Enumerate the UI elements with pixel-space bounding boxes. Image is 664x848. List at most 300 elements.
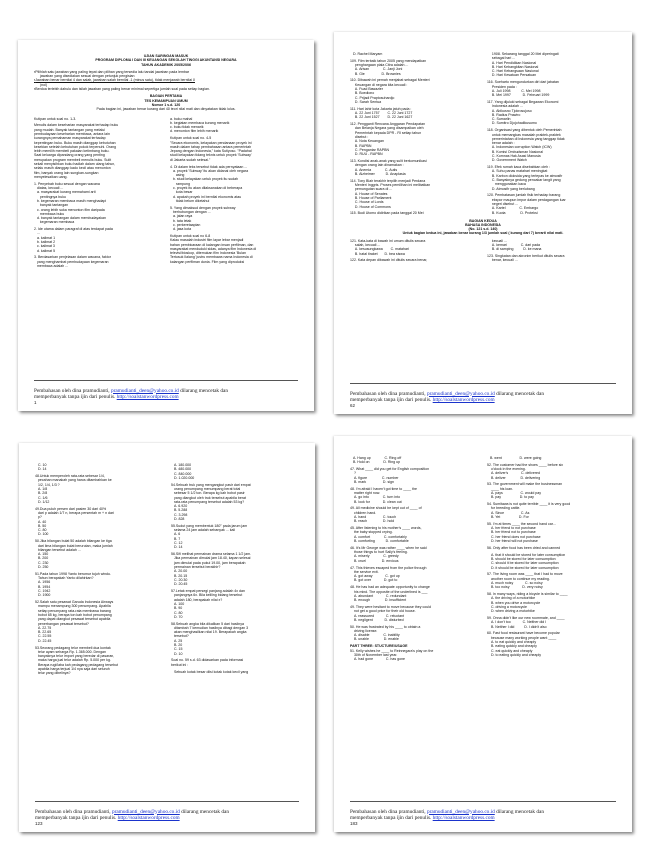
question-line: b. kegemaran membaca masih menghadapi <box>34 198 107 203</box>
question-line: bahan pembicaraan di kalangan insan perfilman, dan <box>170 242 254 247</box>
question-line: D. 14 <box>171 545 183 550</box>
question-line: a. masyarakat kurang memahami arti <box>34 190 96 195</box>
heading-line: PROGRAM DIPLOMA I DAN III KEUANGAN SEKOLAH TINGGI AKUNTANSI NEGARA <box>95 58 237 63</box>
question-line: 51. Kelly wishes he ____ to Reinnegara's play on the <box>350 648 434 653</box>
instruction-line: (nol) <box>40 82 48 87</box>
question-line: p? <box>35 515 42 520</box>
footer-divider <box>350 383 616 384</box>
question-line: disebut : <box>350 135 369 140</box>
question-line: pecahan manakah yang harus ditambahkan ke <box>35 478 112 483</box>
question-line: 60. Fast food restaurant have become popular <box>487 631 560 636</box>
question-line: ditambah 7 kemudian hasilnya dibagi dengan 3 <box>171 625 249 630</box>
question-line: B. 480.000 <box>171 467 192 472</box>
question-line: kota besar <box>170 190 193 195</box>
question-line: a. jalan raya <box>170 214 193 219</box>
question-line: 122. Kata depan dibawah ini ditulis secara benar, <box>350 258 428 263</box>
question-line: B. got over D. got to <box>350 578 398 583</box>
page1-heading <box>34 54 298 67</box>
question-line: B. Karbon dioksida yang terlepas ke atmosfir <box>487 173 563 178</box>
question-line: his mind. The opposite of the underlined is ___ <box>350 589 428 594</box>
question-line: 53.Seorang pedagang telur membeli dua kontak <box>35 645 111 650</box>
page3-left-column <box>35 463 163 676</box>
question-line: A. Abikusno Tjokrosujoso <box>487 108 532 113</box>
question-line: D. 1/12 <box>35 499 50 504</box>
question-line: d. banyak tantangan dalam membudayakan <box>34 216 106 221</box>
question-line: B. 20 <box>171 643 183 648</box>
heading-line: TAHUN AKADEMIK 2005/2006 <box>141 62 191 67</box>
question-line: d. kalimat 5 <box>34 248 56 253</box>
question-line: D. to eating quickly and cheaply <box>487 652 542 657</box>
question-line: D. 100 <box>35 532 49 537</box>
question-line: C. eat quickly and cheaply <box>487 648 533 653</box>
question-line: 49. They were hesitant to move because they could <box>350 604 431 609</box>
question-line: B. went D. were going <box>487 456 542 460</box>
question-line: A. 25 <box>171 638 183 643</box>
question-line: B. 1954 <box>35 584 51 589</box>
footer-email-link[interactable]: pramudianti_deen@yahoo.co.id <box>426 808 495 815</box>
question-line: 121. Kata-kata di bawah ini umum ditulis secara <box>350 238 426 243</box>
question-line: membaca buku <box>34 211 65 216</box>
question-line: A. Nota Keuangan <box>350 139 384 144</box>
question-line: Menteri Inggris. Proses pemilihan ini melibatkan <box>350 183 431 188</box>
question-line: 4. Di dalam teks tersebut tidak ada pernyataan ... <box>170 164 248 169</box>
footer-line-2: memperbanyak tanpa ijin dari penulis. <box>35 814 117 821</box>
question-line: pemerintahan di Indonesia yang tanggap tidak <box>487 136 565 141</box>
question-line: D. when driving a motorbike <box>487 609 535 614</box>
question-line: merupakan program membeli menulis buku. Sulit <box>34 157 112 162</box>
question-line: kegemaran membaca <box>34 220 75 225</box>
question-line: D. RUU - RAPBN <box>350 152 383 157</box>
question-line: 120. Pembatasan jumlah fisik terhadap barang <box>487 193 561 198</box>
question-line: A. Hang up C. Ring off <box>350 456 402 460</box>
question-line: ... <box>34 231 40 236</box>
page2-section-title <box>350 219 616 232</box>
question-line: d. apakah proyek ini bernilai ekonomis atau <box>170 194 242 199</box>
question-line: masih dalam tahap pembahasan antara pemerintah <box>170 144 252 149</box>
question-line: 2. Ide utama dalam paragraf di atas terdapat pada <box>34 227 113 232</box>
question-line: kesekian setelah kebutuhan pokok terpenuhi. Orang <box>34 144 117 149</box>
question-line: sekali menyisihkan buku hadiah dalam ulang tahun, <box>34 162 116 167</box>
question-line: 45. After listening to his mother's ____ words, <box>350 526 422 531</box>
question-line: A. Hari Pendidikan Nasional <box>487 60 537 65</box>
question-line: C. Komnas Hak Asasi Manusia <box>487 154 541 159</box>
footer-site-link[interactable]: http://soalstanwordpress.com <box>117 814 180 821</box>
question-line: negeri disebut ... <box>487 202 519 206</box>
question-line: ? <box>350 471 356 476</box>
question-line: B. pay D. to pay <box>487 495 534 500</box>
question-line: berikut ini : <box>171 662 189 667</box>
question-line: C. Pengantar RAPBN <box>350 147 390 152</box>
question-line: C. 15 <box>171 647 183 652</box>
question-line: A. 22 Juni 1757 C. 22 Juni 1727 <box>350 111 413 116</box>
question-line: 56.Sifi melihat permainan drama selama 1 1/2 jam. <box>171 552 252 557</box>
question-line: tidak belum diketahui <box>170 198 210 203</box>
question-line: A. that it should be stored for later consumption <box>487 552 566 557</box>
question-line: B. 2/8 <box>35 491 48 496</box>
question-line: D. 10 <box>171 651 183 656</box>
question-line: D. Sumitro Djojohadikusumo <box>487 121 537 126</box>
question-line: Soal no. 59 s.d. 63 didasarkan pada informasi <box>171 658 244 663</box>
question-line: A. Indonesian corruption Watch (ICW) <box>487 145 552 150</box>
question-line: A. miserly C. greedy <box>350 554 399 559</box>
question-line: b. kalimat 2 <box>34 240 56 245</box>
question-line: 53. The government will make the businessman <box>487 482 563 487</box>
question-line: C. 80 <box>171 610 183 615</box>
instruction-line: jawaban yang disediakan sesuai dengan petunjuk pengisian <box>40 74 135 79</box>
footer-text-2: dilarang mencetak dan <box>180 387 229 394</box>
page3-right-column <box>171 463 299 676</box>
question-line: C. 10 <box>35 463 47 467</box>
document-page-4 <box>334 436 632 832</box>
question-line: B. 22.65 <box>35 630 52 635</box>
footer-divider <box>35 801 299 802</box>
question-line: C. 3.298 <box>171 512 188 517</box>
question-line: 58.Sebuah angka bila dikalikan 5 dari hasilnya <box>171 621 244 626</box>
question-line: permainan tersebut berakhir? <box>171 565 221 570</box>
question-line: C. 230 <box>35 560 49 565</box>
question-line: B. 20.15 <box>171 573 188 578</box>
question-line: D. 22.45 <box>35 638 52 643</box>
question-line: B. di samping D. ke mana <box>487 247 542 252</box>
question-line: 46. It's Mr George was rather ____ when he said <box>350 545 427 550</box>
question-line: D. Rachel Maryam <box>350 52 383 56</box>
question-line: 59. Onna didn't like our new roommate, and ____ <box>487 616 565 620</box>
question-line: ____ his loan. <box>487 486 514 491</box>
question-line: d. menonton film lebih menarik <box>170 129 219 134</box>
question-line: B. too noisy D. very noisy <box>487 585 543 590</box>
question-line: those things to hurt Sally's feeling. <box>350 550 408 555</box>
question-line: the service exit. <box>350 569 379 574</box>
question-line: membaca adalah ... <box>34 264 69 269</box>
question-line: pemungutan suara di ... <box>350 187 393 192</box>
question-line: A. figure C. number <box>350 475 399 480</box>
question-line: 30th of November last year. <box>350 652 398 657</box>
question-line: benar, kecuali ... <box>487 258 518 263</box>
question-line: Pemerintah kepada DPR - RI setiap tahun <box>350 130 422 135</box>
section-title-line: Nomor 1 s.d. 120 <box>151 102 181 107</box>
question-line: tersebut? <box>171 634 189 639</box>
question-line: B. 5.288 <box>171 508 188 513</box>
page-number: 1 <box>34 400 37 405</box>
question-line: a. buku mahal <box>170 116 193 121</box>
question-line: B. negligent D. disturbed <box>350 617 404 622</box>
question-line: lebih memilih membeli pakaian ketimbang buku. <box>34 149 110 154</box>
question-line: Tertusuk Ilalang' justru membawa nama Indonesia di <box>170 255 253 260</box>
question-line: sebesar 5 1/2 ton. Berapa kg kah bobot pasir <box>171 491 245 496</box>
question-line: children hand. <box>350 510 377 515</box>
footer-text: Pembahasan oleh dina pramudianti, <box>350 808 426 815</box>
question-line: penghargaan piala Citra adalah ... <box>350 63 409 68</box>
question-line: A. disable C. inability <box>350 633 400 638</box>
footer-site-link[interactable]: http://soalstanwordpress.com <box>432 814 495 821</box>
question-line: B. eating quickly and cheaply <box>487 644 537 649</box>
question-line: yang mudah. Banyak tantangan yang melalui <box>34 127 105 132</box>
question-line: Berapa rugi/laba kah pedagang pedagang tersebut <box>35 662 119 667</box>
question-line: menyelesaikan uang. <box>34 174 68 179</box>
page1-section-title <box>34 94 298 107</box>
question-line: kalangan perfilman dunia. Film yang diproduksi <box>170 259 245 264</box>
question-line: benar adalah : <box>487 141 515 146</box>
question-line: kecuali ... <box>487 238 507 243</box>
question-line: berhubungan dengan ... <box>170 210 211 214</box>
question-line: untuk memangkas masalah praktek-praktek <box>487 132 561 137</box>
page2-section-sub: Untuk bagian kedua ini, jawaban benar kurang 1/3 jumlah soal ( kurang dari 7) berarti nilai mati. <box>402 231 564 236</box>
question-line: D. 250 <box>35 565 49 570</box>
question-line: studi kelayakan tidang teknis untuk proyek 'Subway' <box>170 153 252 158</box>
question-line: panjangnya 6x. Bila keliling bidang tersebut <box>171 593 243 598</box>
question-line: yang diangkut oleh truk tersebut apabila berat <box>171 495 246 500</box>
section-title-line: BAHASA INDONESIA <box>465 222 501 227</box>
footer-divider <box>350 801 616 802</box>
document-page-3 <box>19 443 315 832</box>
question-line: D. House of Commons <box>350 204 391 209</box>
page1-right-column <box>170 117 298 269</box>
question-line: b. tata letak <box>170 218 192 223</box>
page2-bottom-right <box>487 239 616 263</box>
question-line: A. had gone C. has gone <box>350 657 406 662</box>
question-line: bilangan tersebut adalah ... <box>35 547 81 552</box>
question-line: dengan orang lain dinamakan : <box>350 163 404 168</box>
question-line: c. orang lebih suka menonton film daripada <box>34 207 105 212</box>
question-line: mampu menampung 300 penumpang. Apabila <box>35 604 111 609</box>
question-line: yang menghambat pembudayaan kegemaran <box>34 259 109 264</box>
question-line: A. go into C. turn into <box>350 495 401 500</box>
section-title-line: TES KEMAMPUAN UMUM <box>144 98 188 103</box>
question-line: rata-rata penumpang tersebut adalah 53 kg? <box>171 499 245 504</box>
question-line: 113. Kondisi anak-anak yang sulit berkomunikasi <box>350 159 427 164</box>
question-line: A. 1956 <box>35 580 51 585</box>
question-line: D. 20.45 <box>171 582 188 587</box>
footer-site-link[interactable]: http://soalstanwordpress.com <box>116 393 179 400</box>
question-line: A. 22.75 <box>35 625 52 630</box>
question-line: film, banyak orang lain sungkan-sungkan <box>34 170 99 175</box>
question-line: B. Yet D. For <box>487 515 529 520</box>
question-line: A. hand C. touch <box>350 515 397 520</box>
question-line: A. Anemia C. Autis <box>350 167 398 172</box>
question-line: 57. The living room was ____ that I had to move <box>487 572 563 577</box>
question-line: C. should it be stored for later consumption <box>487 561 559 566</box>
question-line: B. comforting D. comfortable <box>350 539 409 544</box>
question-line: A. Kartel C. Embargo <box>487 206 539 211</box>
question-line: the baby stopped crying. <box>350 530 393 535</box>
question-line: C. 12 <box>171 541 183 546</box>
page4-right-column <box>487 456 616 661</box>
question-line: 115. Budi Utomo didirikan pada tanggal 20 Mei <box>350 211 424 216</box>
footer-text: Pembahasan oleh dina pramudianti, <box>350 390 426 397</box>
question-line: 51.Pada tahun 1998 Yanto berumur tujuh windu. <box>35 571 111 576</box>
footer-text-2: dilarang mencetak dan <box>496 808 545 815</box>
question-line: 48.Untuk memperoleh rata-rata sebesar 1/4, <box>35 474 105 479</box>
question-line: B. her friend not to purchase <box>487 530 536 535</box>
question-line: televisi/bioskop, ditemukan film Indonesia 'Bulan <box>170 251 246 256</box>
question-line: A. 180.000 <box>171 463 192 467</box>
question-line: 109. Film terbaik tahun 2005 yang mendapatkan <box>350 58 427 63</box>
page-number: 62 <box>350 403 356 408</box>
question-line: C. 840.000 <box>171 471 192 476</box>
question-line: 52. The customer had the shoes ____ before six <box>487 462 564 467</box>
page3-footer <box>35 809 305 826</box>
question-line: kurangnya pemahaman masyarakat terhadap <box>34 136 106 141</box>
question-line: A. Since C. As <box>487 510 530 515</box>
question-line: C. House of Lords <box>350 200 384 205</box>
question-line: Menulis dalam keseharian masyarakat terhadap buku <box>34 123 119 128</box>
question-line: 1908. Sekarang tanggal 20 Mei diperingati <box>487 52 559 56</box>
question-line: C. Prijadi Praptosuhardjo <box>350 95 395 100</box>
question-line: B. Neither I did D. I didn't also <box>487 624 547 629</box>
footer-email-link[interactable]: pramudianti_deen@yahoo.co.id <box>426 390 495 397</box>
question-line: B. Hold on D. Ring up <box>350 460 401 465</box>
page4-footer <box>350 809 622 826</box>
question-line: d. jasa kota <box>170 227 192 232</box>
question-line: A. I don't too C. Neither did I <box>487 620 547 625</box>
document-page-1 <box>18 40 314 411</box>
question-line: 48. He has had an adequate opportunity to change <box>350 585 430 590</box>
page2-footer <box>350 391 622 408</box>
question-line: penerbangan pesawat tersebut? <box>35 621 89 626</box>
question-line: B. mark D. sign <box>350 479 394 484</box>
question-line: B. deliver D. delivering <box>487 475 541 480</box>
page-number: 183 <box>350 821 358 826</box>
question-line: 54.Sebuah truk yang mengangkut pasir dari empat <box>171 482 251 487</box>
question-line: C. 1942 <box>35 589 51 594</box>
question-line: kepentingan buku. Buku masih dianggap kebutuhan <box>34 140 116 145</box>
question-line: D. it should be stored for later consumption <box>487 565 559 570</box>
question-line: B. reach D. hold <box>350 519 395 524</box>
question-line: 55. I'm at times ____ the second hand car... <box>487 521 556 526</box>
question-line: Sebuah kotak besar diisi kotak kotak kecil yang <box>171 669 249 674</box>
question-line: apabila harga terjual 1/4 nya saja dari seluruh <box>35 667 110 672</box>
question-line: another room to continue my reading. <box>487 576 550 581</box>
question-line: B. Kuota D. Proteksi <box>487 210 538 215</box>
question-line: 114. Tony Blair terakhir terpilih menjadi Perdana <box>350 178 426 183</box>
footer-email-link[interactable]: pramudianti_deen@yahoo.co.id <box>110 387 179 394</box>
question-line: Jika permainan dimulai jam 18.40, kapan selesai <box>171 556 251 561</box>
question-line: D. 1.020.000 <box>171 475 195 480</box>
question-line: D. 1900 <box>35 593 51 598</box>
question-line: D. 70 <box>171 614 183 619</box>
question-line: B. 22 Juni 1527 D. 22 Juni 1627 <box>350 115 413 120</box>
question-line: c. perkeretaapian <box>170 222 201 227</box>
question-line: A. deliver's C. delivered <box>487 471 540 476</box>
question-line: c. buku tidak menarik <box>170 125 204 130</box>
question-line: A. reassured C. reluctant <box>350 613 405 618</box>
question-line: C. 80 <box>35 528 47 533</box>
question-line: PART THREE: STUCTURE/USAGE <box>350 644 408 649</box>
question-line: A. to eat quickly and cheaply <box>487 639 537 644</box>
question-line: A. 100 <box>171 601 185 606</box>
footer-email-link[interactable]: pramudianti_deen@yahoo.co.id <box>111 808 180 815</box>
question-line: 119. Efek rumah kaca disebabkan oleh : <box>487 165 551 170</box>
question-line: 50.Jika bilangan bulat 50 adalah bilangan ke tiga <box>35 539 112 544</box>
question-line: A. pays C. would pay <box>487 491 542 496</box>
question-line: 52.Salah satu pesawat Garuda Indonesia Airways <box>35 600 114 605</box>
question-line: menggunakan kaca <box>487 182 526 187</box>
question-line: rampung <box>170 181 190 186</box>
question-line: D. Government Watch <box>487 158 527 163</box>
footer-text-2: dilarang mencetak dan <box>181 808 230 815</box>
question-line: A. kesusungkawa C. matahari <box>350 247 409 252</box>
question-line: 48. I'm afraid I haven't got time to ____ the <box>350 486 418 491</box>
question-line: D. 828 <box>171 517 185 522</box>
question-line: 3. Berdasarkan penjelasan dalam wacana, faktor <box>34 255 111 260</box>
page2-bottom-left <box>350 239 479 263</box>
question-line: C. Hari Kebangsaan Nasional <box>487 69 539 74</box>
question-line: matter right now. <box>350 491 381 496</box>
question-line: selama 24 jam adalah sebanyak ... kali <box>171 528 236 533</box>
question-line: pembudayaan keseharian membaca, antara lain <box>34 131 110 136</box>
question-line: "Secara ekonomis, kelayakan pendanaan proyek ini <box>170 140 252 145</box>
question-line: sebagai hari ... <box>487 56 516 61</box>
question-line: because many working people want ____ <box>487 635 557 640</box>
question-line: dan Belanja Negara yang disampaikan oleh <box>350 126 424 131</box>
footer-site-link[interactable]: http://soalstanwordpress.com <box>432 396 495 403</box>
question-line: 49. All medicine should be kept out of ____ of <box>350 506 422 511</box>
question-line: A. Fuad Bawazier <box>350 87 383 92</box>
question-line: B. House of Parliament <box>350 195 392 200</box>
question-line: A. 6 <box>171 532 181 537</box>
question-line: A. the driving of a motorbike <box>487 596 536 601</box>
question-line: driving license. <box>350 628 378 633</box>
question-line: B. 90 <box>171 606 183 611</box>
question-line: Keuangan di negara kita kecuali : <box>350 82 408 87</box>
question-line: Saat keluarga dipandang orang yang penting <box>34 153 105 158</box>
page1-section-sub: Pada bagian ini, jawaban benar kurang dari 40 teori nilai mati dan dinyatakan tidak lulus. <box>96 107 236 112</box>
question-line: adalah 180, berapakah nilai x? <box>171 597 223 602</box>
instruction-line: ▪ Pilihlah satu jawaban yang paling tepat dan pilihan yang tersedia lalu tandai jawaban pada lembar <box>34 70 298 74</box>
question-line: 56. Only after food has been dried and canned <box>487 545 561 550</box>
question-line: B. Boediono <box>350 91 375 96</box>
question-line: B. when you drive a motorcycle <box>487 600 541 605</box>
question-line: A. Arisan C. Janji Joni <box>350 67 403 72</box>
footer-line-2: memperbanyak tanpa ijin dari penulis. <box>34 393 116 400</box>
question-line: pentingnya buku <box>34 194 66 199</box>
question-line: jam dimulai pada pukul 19.00, jam berapakah <box>171 560 246 565</box>
question-line: Jepang dengan Indonesia," kata Sutiyoso. "Padahal <box>170 149 252 154</box>
page1-left-column <box>34 117 162 269</box>
question-line: not get a good price for their old house. <box>350 609 416 614</box>
question-line: A. her friend to not purchase <box>487 526 536 531</box>
question-line: bobot 65 kg, berapa ton kah bobot penumpang <box>35 613 112 617</box>
question-line: B. Mei 1997 D. Februari 1999 <box>487 93 550 98</box>
question-line: Kutipan untuk soal no. 1-3. <box>34 116 77 121</box>
question-line: A. abundant C. redundant <box>350 593 407 598</box>
question-line: B. Komisi Ombudsman Nasional <box>487 149 543 154</box>
question-line: 47. This thieves escaped from the police through <box>350 565 427 570</box>
footer-line-2: memperbanyak tanpa ijin dari penulis. <box>350 814 432 821</box>
page4-left-column <box>350 456 479 661</box>
question-line: A. House of Senates <box>350 191 388 196</box>
question-line: C. Banyaknya gedung pencakar langit yang <box>487 178 561 183</box>
document-page-2 <box>334 32 632 414</box>
question-line: C. driving a motorcycle <box>487 604 528 609</box>
question-line: 110. Dibawah ini pemah menjabat sebagai Menteri <box>350 78 430 83</box>
question-line: B. RAPBN <box>350 143 372 148</box>
question-line: asing <box>170 173 185 178</box>
question-line: Kutipan untuk soal no. 4-5 <box>170 136 212 141</box>
question-line: 123. Singkatan dan akronim berikut ditulis secara <box>487 254 565 259</box>
question-line: c. proyek itu akan dilaksanakan di beberapa <box>170 186 243 191</box>
question-line: di Jakarta sudah selesai." <box>170 157 211 162</box>
question-line: a. kalimat 1 <box>34 235 56 240</box>
question-line: A. 40 <box>35 519 47 524</box>
question-line: Presiden pada : <box>487 84 517 89</box>
question-line: D. 14 <box>35 467 47 472</box>
question-line: 5. Yang dimaksud dengan proyek subway <box>170 205 236 210</box>
question-line: 49.Dua puluh persen dari pasien 30 dari 40% <box>35 506 107 511</box>
question-line: 1. Penyebab buku sesuai dengan wacana <box>34 181 100 186</box>
question-line: 116. Soeharto mengundurkan diri dari jabatan <box>487 80 559 85</box>
question-line: B. enough D. insufficient <box>350 598 407 603</box>
